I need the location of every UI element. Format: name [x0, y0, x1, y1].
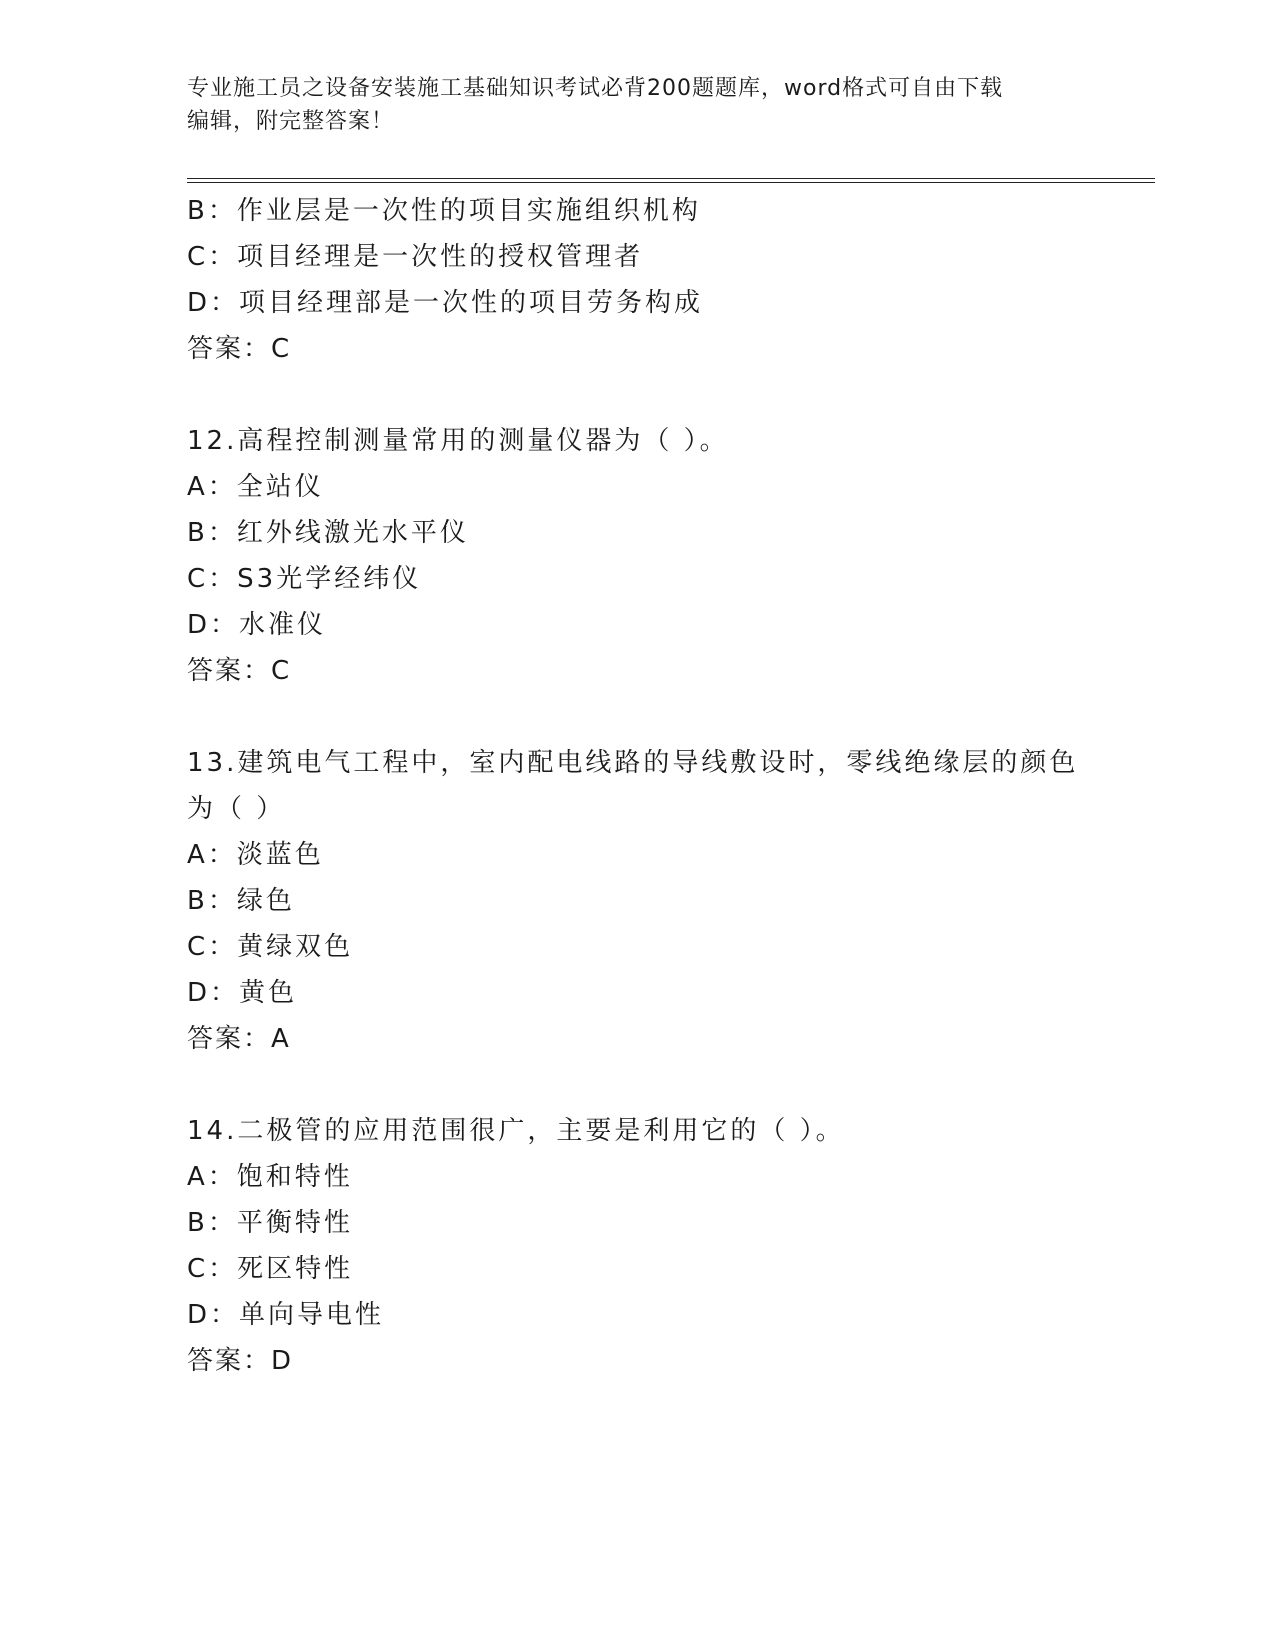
option-d: D：项目经理部是一次性的项目劳务构成 [187, 288, 704, 318]
header-title-line-2: 编辑，附完整答案！ [187, 109, 395, 134]
option-b: B：红外线激光水平仪 [187, 518, 469, 548]
answer-line: 答案：C [187, 334, 292, 364]
question-text: 12.高程控制测量常用的测量仪器为（ ）。 [187, 426, 729, 456]
document-header [187, 72, 1077, 138]
option-c: C：死区特性 [187, 1254, 354, 1284]
answer-line: 答案：D [187, 1346, 294, 1376]
question-text-line-2: 为（ ） [187, 794, 286, 824]
question-13-block [187, 740, 1107, 1062]
option-d: D：黄色 [187, 978, 298, 1008]
question-text-line-1: 13.建筑电气工程中，室内配电线路的导线敷设时，零线绝缘层的颜色 [187, 748, 1079, 778]
header-double-rule [187, 178, 1155, 183]
question-14-block [187, 1108, 1107, 1384]
answer-line: 答案：C [187, 656, 292, 686]
spacer [187, 694, 1107, 740]
option-b: B：平衡特性 [187, 1208, 353, 1238]
answer-line: 答案：A [187, 1024, 291, 1054]
spacer [187, 372, 1107, 418]
question-11-block [187, 188, 1107, 372]
option-a: A：淡蓝色 [187, 840, 324, 870]
header-title-line-1: 专业施工员之设备安装施工基础知识考试必背200题题库，word格式可自由下载 [187, 76, 1004, 101]
option-a: A：全站仪 [187, 472, 324, 502]
option-b: B：作业层是一次性的项目实施组织机构 [187, 196, 701, 226]
option-a: A：饱和特性 [187, 1162, 353, 1192]
option-b: B：绿色 [187, 886, 295, 916]
question-list [187, 188, 1107, 1384]
option-d: D：单向导电性 [187, 1300, 385, 1330]
spacer [187, 1062, 1107, 1108]
option-c: C：项目经理是一次性的授权管理者 [187, 242, 644, 272]
option-c: C：S3光学经纬仪 [187, 564, 422, 594]
question-12-block [187, 418, 1107, 694]
option-c: C：黄绿双色 [187, 932, 354, 962]
question-text: 14.二极管的应用范围很广，主要是利用它的（ ）。 [187, 1116, 845, 1146]
option-d: D：水准仪 [187, 610, 327, 640]
